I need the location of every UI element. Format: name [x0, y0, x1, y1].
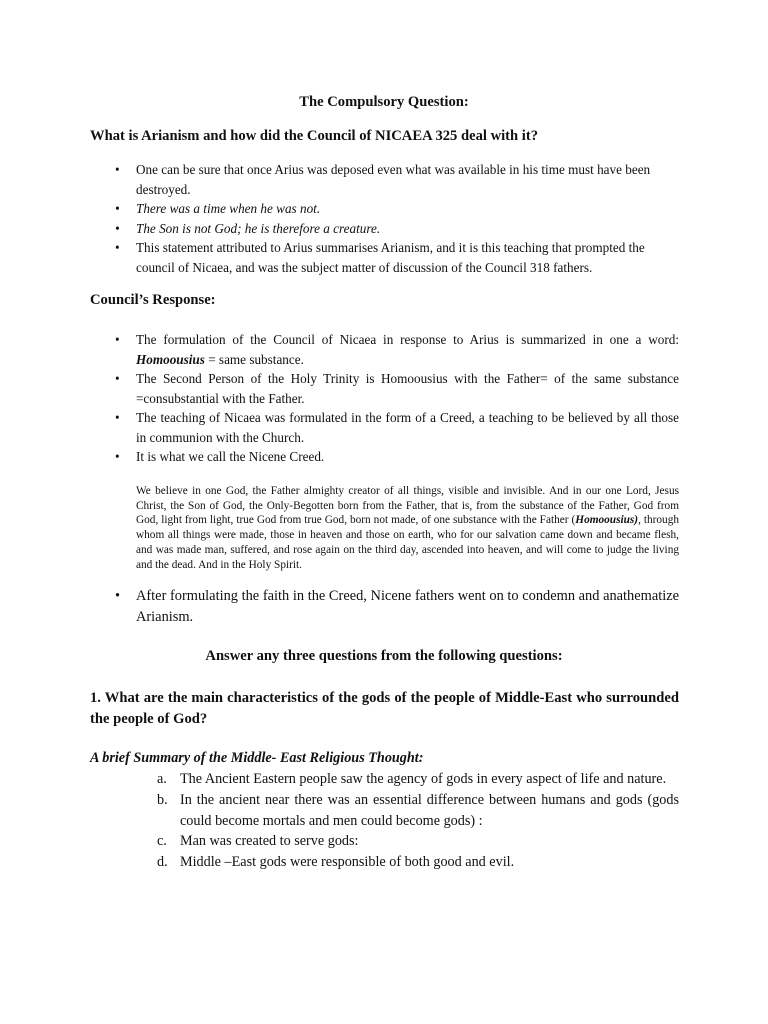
list-item — [157, 790, 679, 832]
council-response-heading: Council’s Response: — [90, 292, 216, 308]
arianism-list — [90, 160, 679, 277]
list-item — [90, 330, 679, 369]
list-item — [90, 369, 679, 408]
list-item-text: The Son is not God; he is therefore a creature. — [136, 220, 381, 236]
list-item — [157, 831, 679, 852]
after-creed-list — [90, 586, 679, 628]
list-item-text: The teaching of Nicaea was formulated in the form of a Creed, a teaching to be believed by all those in communion with the Church. — [136, 410, 679, 445]
council-response-list — [90, 330, 679, 467]
list-item-text: This statement attributed to Arius summarises Arianism, and it is this teaching that prompted the council of Nicaea, and was the subject matter of discussion of the Council 318 fathers. — [136, 240, 645, 275]
homoousius-term: Homoousius — [136, 351, 205, 367]
list-item-text: The Ancient Eastern people saw the agency of gods in every aspect of life and nature. — [180, 771, 667, 787]
list-marker: b. — [157, 791, 168, 808]
list-item-text: Man was created to serve gods: — [180, 833, 359, 850]
list-item — [157, 769, 679, 790]
creed-part: , through whom all things were made, those in heaven and those on earth, who for our salvation came down and became flesh, and was made man, suffered, and rose again on the third day, ascended into heaven, and will come to judge the living and the dead. And in the Holy Spirit. — [136, 514, 679, 571]
list-item-text: In the ancient near there was an essential difference between humans and gods (gods could become mortals and men could become gods) : — [180, 791, 679, 829]
list-item — [90, 219, 679, 239]
creed-part: We believe in one God, the Father almighty creator of all things, visible and invisible. And in our one Lord, Jesus Christ, the Son of God, the Only-Begotten born from the Father, that is, from the substance of the Father, God from God, light from light, true God from true God, born not made, of one substance with the Father ( — [136, 485, 679, 527]
list-marker: c. — [157, 833, 167, 850]
list-item — [90, 160, 679, 199]
list-item-text: After formulating the faith in the Creed, Nicene fathers went on to condemn and anathematize Arianism. — [136, 588, 679, 625]
list-item-text: The formulation of the Council of Nicaea in response to Arius is summarized in one a word: — [136, 332, 679, 347]
list-item — [157, 852, 679, 873]
summary-list — [157, 769, 679, 873]
list-item — [90, 447, 679, 467]
list-item-text: One can be sure that once Arius was deposed even what was available in his time must have been destroyed. — [136, 162, 651, 197]
list-item-text: = same substance. — [204, 351, 304, 367]
list-marker: d. — [157, 854, 168, 871]
nicene-creed-text — [136, 484, 679, 572]
question-one: 1. What are the main characteristics of the gods of the people of Middle-East who surrounded the people of God? — [90, 690, 679, 727]
compulsory-question: What is Arianism and how did the Council of NICAEA 325 deal with it? — [90, 128, 539, 144]
list-item — [90, 408, 679, 447]
list-item-text: There was a time when he was not. — [136, 201, 321, 216]
list-item — [90, 199, 679, 219]
instruction-heading: Answer any three questions from the following questions: — [205, 648, 563, 664]
summary-title: A brief Summary of the Middle- East Religious Thought: — [90, 750, 424, 766]
list-item-text: Middle –East gods were responsible of both good and evil. — [180, 854, 515, 871]
list-item — [90, 238, 679, 277]
list-item-text: It is what we call the Nicene Creed. — [136, 449, 325, 464]
list-item — [90, 586, 679, 628]
list-item-text: The Second Person of the Holy Trinity is Homoousius with the Father= of the same substance =consubstantial with the Father. — [136, 371, 679, 406]
list-marker: a. — [157, 771, 167, 787]
page-title: The Compulsory Question: — [299, 94, 469, 110]
creed-homoousius-term: Homoousius) — [575, 514, 639, 527]
